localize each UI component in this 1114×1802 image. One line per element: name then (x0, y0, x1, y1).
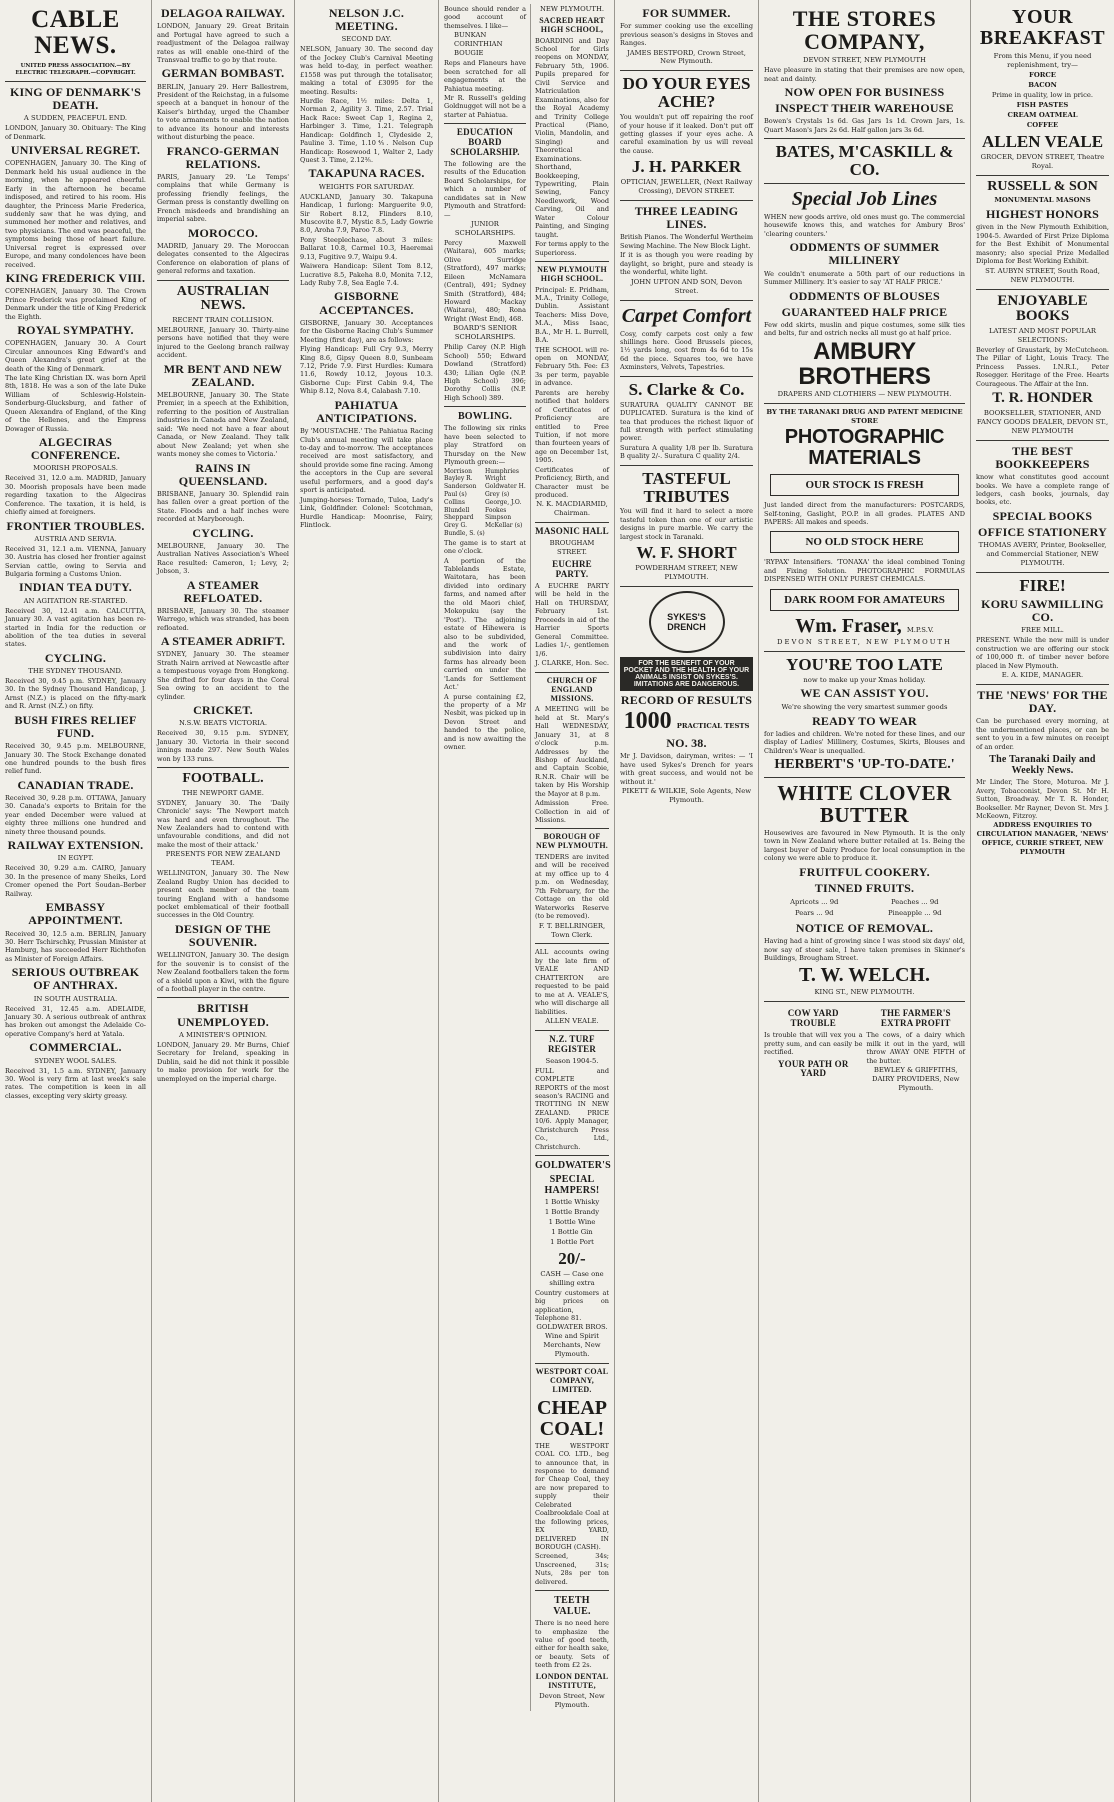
heading: PAHIATUA ANTICIPATIONS. (316, 397, 417, 425)
article-text: Received 31, 1.5 a.m. SYDNEY, January 30. Wool is very firm at last week's sale rates. The competition is keen in all classes, excepting very skirty greasy. (5, 1066, 146, 1100)
signature: E. A. KIDE, MANAGER. (1001, 671, 1084, 680)
article-text: WELLINGTON, January 30. The design for the souvenir is to consist of the New Zealand footballers taken the form of a shield upon a Kiwi, with the figure of a football player in the centre. (157, 951, 289, 993)
heading: GISBORNE ACCEPTANCES. (319, 289, 414, 317)
article-text: Received 31, 12.45 a.m. ADELAIDE, January 30. A serious outbreak of anthrax has broken out amongst the Adelaide Co-operative Company's herd at Yatala. (5, 1004, 146, 1038)
subheading: WEIGHTS FOR SATURDAY. (318, 182, 415, 191)
heading-eyes-ache: DO YOUR EYES ACHE? (622, 74, 751, 112)
heading-king-death: KING OF DENMARK'S DEATH. (10, 85, 141, 113)
fruit-item: Pineapple ... 9d (887, 909, 942, 917)
heading: CYCLING. (44, 650, 107, 665)
signature: JOHN UPTON AND SON, Devon Street. (630, 277, 743, 295)
heading: TINNED FRUITS. (814, 880, 915, 895)
subheading: SECOND DAY. (341, 35, 392, 44)
notice-text: BOARDING and Day School for Girls reopens on MONDAY, February 5th, 1906. Pupils prepared for Civil Service and Matriculation Examinations, also for the Royal Academy and Trinity College Practical (Piano, Violin, Mandolin, and Singing) and Theoretical Examinations. Shorthand, Bookkeeping, Typewriting, Plain Sewing, Fancy Needlework, Wood Carving, Oil and Water Colour Painting, and Singing taught. (535, 36, 609, 239)
heading: INSPECT THEIR WAREHOUSE (775, 101, 954, 116)
article-text: Mr R. Russell's gelding Goldnugget will not be a starter at Pahiatua. (444, 93, 526, 119)
signature: PIKETT & WILKIE, Sole Agents, New Plymouth. (621, 787, 752, 805)
heading: ALGECIRAS CONFERENCE. (30, 435, 121, 463)
subheading: FREE MILL. (1021, 626, 1064, 635)
menu-item: CREAM OATMEAL (1007, 110, 1078, 119)
fruit-item: Apricots ... 9d (790, 898, 839, 907)
notice-text: THE WESTPORT COAL CO. LTD., beg to announce that, in response to demand for Cheap Coal, they are now prepared to supply their Celebrated Coalbrookdale Coal at the following prices, EX YARD, DELIVERED IN BOROUGH (CASH). (535, 1441, 609, 1551)
heading-enjoyable-books: ENJOYABLE BOOKS (997, 292, 1088, 325)
heading: ODDMENTS OF BLOUSES (789, 288, 940, 303)
column-advertisements-c (971, 0, 1114, 1802)
menu-item: Prime in quality, low in price. (991, 90, 1094, 99)
article-text: Received 30, 9.28 p.m. OTTAWA, January 30. Canada's exports to Britain for the year ended December were valued at eighty three millions one hundred and ninety three thousand pounds. (5, 794, 146, 836)
article-text: A portion of the Tablelands Estate, Waitotara, has been divided into ordinary farms, and named after the old Maori chief, Mokopuku (say the 'Post'). The adjoining estate of Hihewera is also to be subdivided, and the work of subdivision into dairy farms has already been carried on under the 'Lands for Settlement Act.' (444, 556, 526, 692)
heading-honder: T. R. HONDER (992, 390, 1093, 407)
heading: GOLDWATER'S (535, 1160, 611, 1172)
heading-herberts: HERBERT'S 'UP-TO-DATE.' (774, 757, 955, 773)
hamper-item: 1 Bottle Wine (548, 1218, 596, 1226)
player: George, J.O. (485, 498, 522, 506)
column-cable-news-continued (152, 0, 295, 1802)
player: Simpson (485, 514, 512, 522)
signature: OPTICIAN, JEWELLER, (Next Railway Crossing), DEVON STREET. (620, 178, 753, 196)
article-text: BRISBANE, January 30. Splendid rain has fallen over a great portion of the State. Floods and a half inches were recorded at Maryborough. (157, 489, 289, 524)
sub-column-notices (535, 4, 609, 1711)
subheading: LATEST AND MOST POPULAR SELECTIONS: (988, 327, 1097, 344)
heading: OFFICE STATIONERY (978, 525, 1107, 540)
heading: GERMAN BOMBAST. (161, 66, 285, 81)
signature: Devon Street, New Plymouth. (539, 1692, 605, 1710)
player: Collins (444, 498, 465, 506)
heading: TEETH VALUE. (553, 1595, 591, 1618)
ad-text: Bowen's Crystals 1s 6d. Gas Jars 1s 1d. Crown Jars, 1s. Quart Mason's Jars 2s 6d. Half gallon jars 3s 6d. (764, 117, 965, 134)
player: Bayley R. (444, 475, 473, 483)
heading: SERIOUS OUTBREAK OF ANTHRAX. (11, 965, 140, 993)
boxed-heading: NO OLD STOCK HERE (770, 531, 959, 553)
notice-text: Principal: E. Pridham, M.A., Trinity College, Dublin. Assistant Teachers: Miss Dove, M.A., Miss Isaac, B.A., Mr H. L. Burrell, B.A. (535, 285, 609, 345)
heading: MASONIC HALL (535, 526, 609, 537)
menu-item: COFFEE (1026, 120, 1059, 129)
ad-text: You wouldn't put off repairing the roof of your house if it leaked. Don't put off getting glasses if your eyes ache. A careful examination by us will reveal the cause. (620, 113, 753, 155)
article-text: Waiwera Handicap: Silent Tom 8.12, Lucrative 8.5, Pakeha 8.0, Monita 7.12, Lady Ruby 7.8, Sea Eagle 7.4. (300, 262, 433, 287)
signature: GROCER, DEVON STREET, Theatre Royal. (980, 152, 1105, 170)
ad-text: Just landed direct from the manufacturers: POSTCARDS, Self-toning, Gaslight, P.O.P. in all grades. PLATES AND PAPERS: All makes and speeds. (764, 501, 965, 526)
signature: N. K. MACDIARMID, Chairman. (536, 500, 608, 518)
player: Fookes (485, 506, 507, 514)
heading: EMBASSY APPOINTMENT. (28, 900, 123, 928)
qualification: M.P.S.V. (906, 625, 934, 634)
heading-football: FOOTBALL. (182, 771, 264, 786)
heading: NOW OPEN FOR BUSINESS (784, 85, 945, 100)
menu-item: FISH PASTES (1016, 100, 1069, 109)
ad-text: now to make up your Xmas holiday. (803, 675, 926, 684)
heading-white-clover: WHITE CLOVER BUTTER (777, 780, 952, 827)
heading: CANADIAN TRADE. (17, 777, 134, 792)
subheading: DEVON STREET, NEW PLYMOUTH (803, 56, 926, 65)
article-text: Received 30, 9.29 a.m. CAIRO, January 30. In the presence of many Sheiks, Lord Cromer opened the Port Soudan–Berber Railway. (5, 864, 146, 898)
subheading: AUSTRIA AND SERVIA. (34, 534, 117, 543)
hamper-item: 1 Bottle Brandy (544, 1208, 600, 1217)
tip-item: BOUGIE (454, 49, 484, 58)
article-text: Received 30, 9.45 p.m. SYDNEY, January 30. In the Sydney Thousand Handicap, J. Arnst (N.Z.) is placed on the fifty-mark and R. Arnst (N.Z.) on fifty. (5, 676, 146, 711)
ad-text: Cosy, comfy carpets cost only a few shillings here. Good Brussels pieces, 1½ yards long, cost from 4s 6d to 15s 6d the piece. Squares too, we have Axminsters, Velvets, Tapestries. (620, 329, 753, 372)
heading: NOTICE OF REMOVAL. (795, 920, 934, 935)
article-text: The late King Christian IX. was born April 8th, 1818. He was a son of the late Duke William of Schleswig-Holstein-Sonderburg-Glucksburg, and father of Queen Alexandra of England, of the King of the Hellenes, and the Empress Dowager of Russia. (5, 373, 146, 433)
heading-russell: RUSSELL & SON (987, 178, 1098, 194)
article-text: Received 30, 12.41 a.m. CALCUTTA, January 30. A vast agitation has been re-started in India for the reduction or abolition of the tea duties in several states. (5, 606, 146, 649)
notice-text: Certificates of Proficiency, Birth, and Character must be produced. (535, 465, 609, 500)
heading: MOROCCO. (188, 225, 258, 240)
ad-text: PRESENT. While the new mill is under construction we are offering our stock of 100,000 ft. of timber never before placed in New Plymouth. (976, 636, 1109, 670)
subheading: BROUGHAM STREET. (549, 539, 595, 557)
notice-text: A MEETING will be held at St. Mary's Hall WEDNESDAY, January 31, at 8 o'clock p.m. Addresses by the Bishop of Auckland, and Captain Scobie, R.N.R. Chair will be taken by His Worship the Mayor at 8 p.m. (535, 705, 609, 798)
signature: GOLDWATER BROS. Wine and Spirit Merchants, New Plymouth. (536, 1323, 608, 1359)
notice-text: There is no need here to emphasize the value of good teeth, either for health sake, or beauty. Sets of teeth from £2 2s. (535, 1619, 609, 1670)
article-text: By 'MOUSTACHE.' The Pahiatua Racing Club's annual meeting will take place to-day and to-morrow. The acceptances received are most satisfactory, and should provide some fine racing. Among the acceptors in the Cup are several useful performers, and a good day's sport is anticipated. (300, 427, 433, 495)
ad-text: SURATURA QUALITY CANNOT BE DUPLICATED. Suratura is the kind of tea that produces the richest liquor of full strength with perfect stimulating power. (620, 400, 753, 443)
ad-text: Have pleasure in stating that their premises are now open, neat and dainty. (764, 66, 965, 83)
article-text: LONDON, January 29. Great Britain and Portugal have agreed to such a readjustment of the Delagoa railway rates as will enable one-third of the Transvaal traffic to go by that route. (157, 22, 289, 64)
heading-your-breakfast: YOUR BREAKFAST (979, 6, 1106, 49)
heading: A STEAMER REFLOATED. (183, 577, 263, 605)
subheading: THE NEWPORT GAME. (182, 788, 264, 797)
tip-item: CORINTHIAN (454, 40, 503, 49)
bowling-teams (444, 468, 526, 538)
player: Sheppard (444, 514, 474, 522)
player: Grey G. (444, 522, 467, 530)
heading: GUARANTEED HALF PRICE (781, 304, 948, 319)
masthead-cable-news: CABLE NEWS. (31, 6, 120, 60)
fruit-item: Pears ... 9d (794, 909, 834, 917)
heading: BRITISH UNEMPLOYED. (177, 1001, 269, 1029)
heading-allen-veale: ALLEN VEALE (981, 131, 1104, 151)
signature: ADDRESS ENQUIRIES TO CIRCULATION MANAGER, 'NEWS' OFFICE, CURRIE STREET, NEW PLYMOUTH (976, 821, 1109, 857)
heading: FOR SUMMER. (642, 6, 731, 20)
tip-item: BUNKAN (454, 31, 487, 40)
heading: THE 'NEWS' FOR THE DAY. (977, 688, 1108, 716)
subheading: DRAPERS AND CLOTHIERS — NEW PLYMOUTH. (777, 390, 952, 399)
heading: FRANCO-GERMAN RELATIONS. (166, 143, 280, 171)
caption: CASH — Case one shilling extra (540, 1269, 604, 1287)
hamper-item: 1 Bottle Whisky (544, 1198, 600, 1207)
article-text: MELBOURNE, January 30. The Australian Natives Association's Wheel Race resulted: Cameron, 1; Levy, 2; Jobson, 3. (157, 541, 289, 576)
subheading: AN AGITATION RE-STARTED. (23, 596, 128, 605)
notice-text: Country customers at big prices on application, Telephone 81. (535, 1288, 609, 1322)
ad-text: You will find it hard to select a more tasteful token than one of our artistic designs in pure marble. We carry the largest stock in Taranaki. (620, 507, 753, 541)
article-text: LONDON, January 29. Mr Burns, Chief Secretary for Ireland, speaking in Dublin, said he did not think it possible to make provision for work for the unemployed on the imperial charge. (157, 1040, 289, 1083)
article-text: Received 30, 9.15 p.m. SYDNEY, January 30. Victoria in their second innings made 297. New South Wales won by 133 runs. (157, 729, 289, 763)
player: Blundell (444, 506, 470, 514)
farmer-profit-ad (867, 1006, 966, 1093)
column-local-notices (439, 0, 615, 1802)
signature: J. CLARKE, Hon. Sec. (535, 658, 609, 667)
player: Grey (s) (485, 490, 510, 498)
heading: NEW PLYMOUTH HIGH SCHOOL. (537, 264, 607, 283)
menu-item: FORCE (1029, 70, 1056, 79)
player: Goldwater H. (485, 483, 526, 491)
article-text: Received 30, 12.5 a.m. BERLIN, January 30. Herr Tschirschky, Prussian Minister at Hamburg, has succeeded Herr Richthofen as Minister of Foreign Affairs. (5, 929, 146, 963)
heading: WE CAN ASSIST YOU. (800, 686, 929, 701)
heading-bates: BATES, M'CASKILL & CO. (775, 142, 954, 180)
article-text: Flying Handicap: Full Cry 9.3, Merry King 8.6, Gipsy Queen 8.0, Sunbeam 7.12, Pride 7.9. First Hurdles: Kumara 11.6, Rowdy 10.12, Joyous 10.3. Gisborne Cup: First Cabin 9.4, The Whip 8.12, Nova 8.4, Calabash 7.10. (300, 345, 433, 396)
article-text: SYDNEY, January 30. The steamer Strath Nairn arrived at Newcastle after a tempestuous voyage from Hongkong. She drifted for four days in the Coral Sea owing to an accident to the cylinder. (157, 650, 289, 701)
ad-text: Having had a hint of growing since I was stood six days' old, now say of steer sale, I have taken premises in Skinner's Buildings, Brougham Street. (764, 937, 965, 963)
fruit-item: Peaches ... 9d (890, 898, 939, 907)
caption: PRACTICAL TESTS (676, 722, 750, 731)
heading: FRONTIER TROUBLES. (6, 518, 145, 533)
signature: F. T. BELLRINGER, Town Clerk. (538, 921, 606, 939)
player: Bundle, S. (s) (444, 529, 485, 537)
player: Sanderson (444, 483, 477, 491)
column-racing (295, 0, 439, 1802)
subheading: DEVON STREET, NEW PLYMOUTH (777, 637, 952, 646)
article-text: COPENHAGEN, January 30. The King of Denmark held his usual audience in the morning, when he appeared cheerful. Early in the afternoon he became indisposed, and retired to his room. His daughter, the Princess Marie Frederica, suddenly saw that he was dying, and summoned her mother and relatives, and two physicians. The end was peaceful, the symptoms being those of heart failure. Universal regret is expressed over Europe, and many condolences have been received. (5, 159, 146, 269)
ad-text: know what constitutes good account books. We have a complete range of ledgers, cash books, journals, day books, etc. (976, 473, 1109, 507)
article-text: The game is to start at one o'clock. (444, 538, 526, 556)
article-text: Bounce should render a good account of themselves. I like— (444, 5, 526, 30)
article-text: Hurdle Race, 1½ miles: Delta 1, Norman 2, Agility 3. Time, 2.57. Trial Hack Race: Sweet Cap 1, Regina 2, Harbinger 3. Time, 1.21. Telegraph Handicap: Goldfinch 1, Clydeside 2, Pauline 3. Time, 1.10⅘. Nelson Cup Handicap: Rosewood 1, Walter 2, Lady Quest 3. Time, 2.12⅗. (300, 96, 433, 165)
subheading: RECENT TRAIN COLLISION. (172, 315, 274, 324)
ad-text: Can be purchased every morning, at the undermentioned places, or can be sent to you in a few minutes on receipt of an order. (976, 717, 1109, 751)
heading-ambury: AMBURY BROTHERS (798, 337, 931, 390)
ad-text: Few odd skirts, muslin and pique costumes, some silk ties and belts, fur and ostrich necks all must go at half price. (764, 320, 965, 338)
heading: SACRED HEART HIGH SCHOOL, (539, 15, 605, 34)
article-text: Received 31, 12.1 a.m. VIENNA, January 30. Austria has closed her frontier against Servian cattle, owing to Servia and Bulgaria forming a Customs Union. (5, 544, 146, 579)
heading: UNIVERSAL REGRET. (10, 143, 141, 158)
heading: EUCHRE PARTY. (552, 559, 592, 580)
player: Morrison (444, 467, 472, 475)
heading: SPECIAL HAMPERS! (544, 1174, 600, 1197)
notice-text: ALL accounts owing by the late firm of VEALE AND CHATTERTON are requested to be paid to me at A. VEALE'S, who will discharge all liabilities. (535, 948, 609, 1016)
article-text: SYDNEY, January 30. The 'Daily Chronicle' says: 'The Newport match was hard and even throughout. The New Zealanders had to contend with unfavourable conditions, and did not make the most of their attack.' (157, 798, 289, 849)
ad-text: Mr Linder, The Store, Moturoa. Mr J. Avery, Tobacconist, Devon St. Mr H. Sutton, Broadway. Mr T. R. Honder, Bookseller. Mr Rayner, Devon St. Mrs J. McKeown, Fitzroy. (976, 778, 1109, 820)
notice-text: TENDERS are invited and will be received at my office up to 4 p.m. on Wednesday, 7th February, for the Cottage on the old Waterworks Reserve (to be removed). (535, 853, 609, 921)
column-advertisements-b (759, 0, 971, 1802)
heading: NO. 38. (666, 736, 707, 751)
notice-text: Admission Free. Collection in aid of Missions. (535, 799, 609, 824)
article-text: BRISBANE, January 30. The steamer Warrego, which was stranded, has been refloated. (157, 606, 289, 632)
article-text: PARIS, January 29. 'Le Temps' complains that while Germany is professing friendly feelings, the German press is constantly dwelling on French misdeeds and brandishing an imperial sabre. (157, 173, 289, 224)
notice-text: THE SCHOOL will re-open on MONDAY, February 5th. Fee: £3 3s per term, payable in advance. (535, 345, 609, 388)
heading-too-late: YOU'RE TOO LATE (786, 654, 943, 674)
heading: TAKAPUNA RACES. (308, 166, 425, 181)
article-text: A purse containing £2, the property of a Mr Nesbit, was picked up in Devon Street and handed to the police, and is now awaiting the owner. (444, 692, 526, 752)
heading: RAINS IN QUEENSLAND. (178, 460, 268, 488)
signature: BEWLEY & GRIFFITHS, DAIRY PROVIDERS, New Plymouth. (872, 1065, 960, 1092)
subheading: BY THE TARANAKI DRUG AND PATENT MEDICINE STORE (766, 408, 963, 426)
article-text: The following are the results of the Education Board Scholarships, for which a number of candidates sat in New Plymouth and Stratford:— (444, 159, 526, 219)
heading-welch: T. W. WELCH. (799, 964, 930, 987)
heading: THE FARMER'S EXTRA PROFIT (880, 1008, 951, 1029)
article-text: NELSON, January 30. The second day of the Jockey Club's Carnival Meeting was held to-day, in perfect weather. £1558 was put through the totalisator, making a total of £3095 for the meeting. Results: (300, 45, 433, 96)
subheading: IN EGYPT. (57, 854, 94, 863)
ad-text: given in the New Plymouth Exhibition, 1904-5. Awarded of First Prize Diploma for the Best Exhibit of Monumental masonry; also special Prize Medalled Diploma for Best Working Exhibit. (976, 223, 1109, 266)
article-text: WELLINGTON, January 30. The New Zealand Rugby Union has decided to present each member of the team touring England with a handsome pocket emblematical of their football successes in the Old Country. (157, 869, 289, 920)
ad-text: WHEN new goods arrive, old ones must go. The commercial housewife knows this, and watches for Ambury Bros' 'clearing counters.' (764, 212, 965, 238)
hamper-price: 20/- (558, 1248, 586, 1268)
article-text: Percy Maxwell (Waitara), 605 marks; Olive Surridge (Stratford), 497 marks; Eileen McNamara (Central), 491; Sydney Smith (Stratford), 484; Howard Mackay (Waitara), 480; Rona Wright (West End), 468. (444, 238, 526, 323)
heading: THREE LEADING LINES. (634, 204, 739, 232)
article-text: Reps and Flaneurs have been scratched for all engagements at the Pahiatua meeting. (444, 59, 526, 93)
ad-text: Beverley of Graustark, by McCutcheon. The Pillar of Light, Louis Tracy. The Princess Passes. I.N.R.I., Peter Rosegger. Heritage of the Free. Hearts Courageous. The Affair at the Inn. (976, 345, 1109, 388)
heading-special-job-lines: Special Job Lines (791, 187, 938, 210)
ad-text: for ladies and children. We're noted for these lines, and our display of Ladies' Millinery, Costumes, Skirts, Blouses and Children's Wear is unequalled. (764, 729, 965, 755)
heading-australian-news: AUSTRALIAN NEWS. (176, 283, 270, 314)
article-text: MELBOURNE, January 30. Thirty-nine persons have notified that they were injured to the Geelong branch railway accident. (157, 325, 289, 360)
heading: WESTPORT COAL COMPANY, LIMITED. (535, 1367, 609, 1394)
subheading: THE SYDNEY THOUSAND. (28, 667, 123, 675)
subheading: Season 1904-5. (545, 1056, 599, 1065)
menu-item: BACON (1028, 80, 1057, 89)
heading: RECORD OF RESULTS (620, 692, 753, 707)
heading: COW YARD TROUBLE (787, 1008, 839, 1029)
ad-text: We couldn't enumerate a 50th part of our reductions in Summer Millinery. It's easier to say 'AT HALF PRICE.' (764, 269, 965, 287)
heading: DELAGOA RAILWAY. (161, 6, 285, 20)
notice-text: Parents are hereby notified that holders of Certificates of Proficiency are entitled to Free Tuition, if not more than fourteen years of age on December 1st, 1905. (535, 388, 609, 465)
signature: KING ST., NEW PLYMOUTH. (814, 988, 915, 997)
heading: DESIGN OF THE SOUVENIR. (175, 921, 271, 950)
signature: ALLEN VEALE. (545, 1016, 599, 1025)
heading: A STEAMER ADRIFT. (160, 634, 286, 649)
heading-parker: J. H. PARKER (631, 157, 742, 177)
ad-text: Mr J. Davidson, dairyman, writes: — 'I have used Sykes's Drench for years with great success, and would not be without it.' (620, 752, 753, 786)
column-cable-news (0, 0, 152, 1802)
article-text: GISBORNE, January 30. Acceptances for the Gisborne Racing Club's Summer Meeting (first day), are as follows: (300, 318, 433, 344)
heading: BUSH FIRES RELIEF FUND. (14, 712, 137, 740)
heading: CRICKET. (193, 703, 253, 718)
subheading: SYDNEY WOOL SALES. (34, 1056, 117, 1065)
ad-text: For summer cooking use the excelling previous season's designs in Stoves and Ranges. (620, 22, 753, 48)
notice-text: Screened, 34s; Unscreened, 31s; Nuts, 28s per ton delivered. (535, 1552, 609, 1586)
heading: READY TO WEAR (812, 713, 917, 728)
copyright-line: UNITED PRESS ASSOCIATION.—BY ELECTRIC TELEGRAPH.—COPYRIGHT. (15, 62, 136, 76)
heading: KORU SAWMILLING CO. (981, 597, 1104, 625)
boxed-heading: DARK ROOM FOR AMATEURS (770, 589, 959, 611)
heading: ROYAL SYMPATHY. (17, 323, 134, 338)
heading: THE BEST BOOKKEEPERS (995, 443, 1090, 471)
subheading: IN SOUTH AUSTRALIA. (33, 994, 118, 1003)
heading: HIGHEST HONORS (986, 207, 1099, 222)
subheading: JUNIOR SCHOLARSHIPS. (454, 220, 516, 237)
ad-text: The cows, of a dairy which milk it out in the yard, will throw AWAY ONE FIFTH of the butter. (866, 1031, 965, 1065)
heading: BOROUGH OF NEW PLYMOUTH. (536, 832, 608, 851)
article-text: LONDON, January 30. Obituary: The King of Denmark. (5, 124, 146, 141)
heading: SPECIAL BOOKS (992, 508, 1093, 523)
dateline: NEW PLYMOUTH. (539, 5, 605, 13)
heading-fire: FIRE! (1019, 576, 1066, 596)
subheading: BOARD'S SENIOR SCHOLARSHIPS. (453, 324, 517, 342)
article-text: Received 30, 9.45 p.m. MELBOURNE, January 30. The Stock Exchange donated one hundred pounds to the bush fires relief fund. (5, 742, 146, 776)
heading-bowling: BOWLING. (457, 411, 513, 423)
ad-text: Housewives are favoured in New Plymouth. It is the only town in New Zealand where butter retailed at 1s. Being the largest buyer of Dairy Produce for local consumption in the colony we were able to produce it. (764, 828, 965, 863)
heading: RAILWAY EXTENSION. (7, 838, 144, 853)
player: McKellar (s) (485, 522, 523, 530)
article-text: COPENHAGEN, January 30. A Court Circular announces King Edward's and Queen Alexandra's great grief at the death of the King of Denmark. (5, 339, 146, 373)
heading: CHURCH OF ENGLAND MISSIONS. (546, 675, 598, 703)
heading: NELSON J.C. MEETING. (328, 6, 405, 34)
article-text: Philip Carey (N.P. High School) 550; Edward Dowland (Stratford) 430; Lilian Ogle (N.P. High School) 396; Dorothy Collis (N.P. High School) 389. (444, 343, 526, 402)
heading: COMMERCIAL. (29, 1040, 122, 1055)
notice-text: For terms apply to the Superioress. (535, 240, 609, 257)
ad-text: British Pianos. The Wonderful Wertheim Sewing Machine. The New Block Light. (620, 233, 753, 250)
heading: N.Z. TURF REGISTER (547, 1033, 597, 1054)
player: Wright (485, 475, 506, 483)
signature: BOOKSELLER, STATIONER, AND FANCY GOODS DEALER, DEVON ST., NEW PLYMOUTH (976, 408, 1109, 435)
ad-text: Suratura A quality 1/8 per lb. Suratura B quality 2/-. Suratura C quality 2/4. (620, 443, 753, 461)
article-text: Pony Steeplechase, about 3 miles: Ballarat 10.8, Carmel 10.3, Haeremai 9.13, Fugitive 9.7, Waipu 9.4. (300, 235, 433, 261)
heading: FRUITFUL COOKERY. (799, 864, 930, 879)
article-text: COPENHAGEN, January 30. The Crown Prince Frederick was proclaimed King of Denmark under the title of King Frederick the Eighth. (5, 287, 146, 321)
heading: LONDON DENTAL INSTITUTE, (535, 1671, 609, 1690)
boxed-heading: OUR STOCK IS FRESH (770, 474, 959, 496)
signature: POWDERHAM STREET, NEW PLYMOUTH. (635, 563, 738, 581)
subheading: N.S.W. BEATS VICTORIA. (179, 719, 267, 728)
sykes-drench-badge: SYKES'S DRENCH (649, 591, 725, 653)
subheading: MOORISH PROPOSALS. (33, 464, 118, 473)
article-text: Received 31, 12.0 a.m. MADRID, January 30. Moorish proposals have been made regarding taxation to the Algeciras Conference. The taxation, it is held, is chiefly aimed at foreigners. (5, 474, 146, 517)
heading: EDUCATION BOARD SCHOLARSHIP. (450, 127, 520, 158)
player: Humphries (485, 467, 519, 475)
ad-text: From this Menu, if you need replenishment, try— (993, 52, 1092, 69)
notice-text: A EUCHRE PARTY will be held in the Hall on THURSDAY, February 1st. Proceeds in aid of the Harrier Sports General Committee. Ladies 1/-, gentlemen 1/6. (535, 582, 609, 658)
heading-stores-company: THE STORES COMPANY, (792, 6, 937, 55)
ad-banner: FOR THE BENEFIT OF YOUR POCKET AND THE HEALTH OF YOUR ANIMALS INSIST ON SYKES'S. IMITATIONS ARE DANGEROUS. (620, 657, 753, 691)
heading: The Taranaki Daily and Weekly News. (989, 754, 1096, 777)
hamper-item: 1 Bottle Gin (551, 1227, 593, 1236)
heading-short: W. F. SHORT (636, 543, 737, 563)
ad-text: We're showing the very smartest summer goods (781, 702, 948, 711)
ad-text: Is trouble that will vex you a pretty sum, and can easily be rectified. (764, 1031, 863, 1057)
subheading: A MINISTER'S OPINION. (178, 1030, 267, 1039)
heading-cheap-coal: CHEAP COAL! (537, 1396, 607, 1440)
signature: THOMAS AVERY, Printer, Bookseller, and Commercial Stationer, NEW PLYMOUTH. (978, 541, 1107, 568)
player: Paul (s) (444, 490, 467, 498)
article-text: AUCKLAND, January 30. Takapuna Handicap, 1 furlong: Marguerite 9.0, Sir Robert 8.12, Flinders 8.10, Muscovite 8.7, Mystic 8.5, Lady Gowrie 8.0, Aroha 7.9, Paroo 7.8. (300, 192, 433, 235)
fruit-price-list (764, 897, 965, 919)
heading-photographic: PHOTOGRAPHIC MATERIALS (784, 426, 945, 470)
heading-clarke: S. Clarke & Co. (628, 379, 745, 399)
article-text: Jumping-horses: Tornado, Tuloa, Lady's Link, Goldfinder. Colonel: Scotchman, Hurdle Handicap: Moonrise, Fairy, Flintlock. (300, 495, 433, 529)
heading: ODDMENTS OF SUMMER MILLINERY (789, 240, 940, 268)
heading: MR BENT AND NEW ZEALAND. (163, 361, 283, 389)
cow-yard-ad (764, 1006, 863, 1093)
article-text: MELBOURNE, January 30. The State Premier, in a speech at the Exhibition, referring to the position of Australian industries in Canada and New Zealand, said: 'We need not have a fear about Canada, or New Zealand. They talk about New Zealand; yet when she wants money she comes to Victoria.' (157, 391, 289, 459)
big-number: 1000 (623, 708, 672, 735)
heading: INDIAN TEA DUTY. (19, 580, 132, 595)
hamper-item: 1 Bottle Port (550, 1237, 594, 1246)
signature: JAMES BESTFORD, Crown Street, New Plymouth. (627, 48, 746, 66)
ad-text: 'RYPAX' Intensifiers. 'TONAXA' the ideal combined Toning and Fixing Solution. PHOTOGRAPHIC FORMULAS DISPENSED WITH ONLY PUREST CHEMICALS. (764, 558, 965, 584)
heading: CYCLING. (192, 525, 254, 540)
signature: ST. AUBYN STREET, South Road, NEW PLYMOUTH. (985, 266, 1100, 284)
heading-fraser: Wm. Fraser, (795, 614, 902, 637)
article-text: BERLIN, January 29. Herr Ballestrem, President of the Reichstag, in a fulsome speech at a banquet in honour of the Kaiser's birthday, urged the Chamber to vote armaments to enable the nation to advance its honour and interests without disturbing the peace. (157, 82, 289, 142)
heading: YOUR PATH OR YARD (777, 1058, 849, 1079)
sub-column-sport (444, 4, 531, 1711)
heading-tasteful-tributes: TASTEFUL TRIBUTES (642, 468, 731, 506)
heading: KING FREDERICK VIII. (5, 271, 146, 286)
subheading: MONUMENTAL MASONS (994, 196, 1091, 205)
subheading: PRESENTS FOR NEW ZEALAND TEAM. (165, 850, 281, 868)
notice-text: FULL and COMPLETE REPORTS of the most season's RACING and TROTTING IN NEW ZEALAND. PRICE 10/6. Apply Manager, Christchurch Press Co., Ltd., Christchurch. (535, 1066, 609, 1151)
heading-carpet-comfort: Carpet Comfort (621, 304, 752, 327)
ad-text: If it is as though you were reading by daylight, so bright, pure and steady is the wonderful, white light. (620, 251, 753, 277)
article-text: MADRID, January 29. The Moroccan delegates consented to the Algeciras Conference on elaboration of plans of general reforms and taxation. (157, 241, 289, 276)
column-advertisements-a (615, 0, 759, 1802)
subheading: A SUDDEN, PEACEFUL END. (23, 114, 128, 123)
tip-list (444, 31, 526, 58)
article-text: The following six rinks have been selected to play Stratford on Thursday on the New Plymouth green:— (444, 424, 526, 467)
